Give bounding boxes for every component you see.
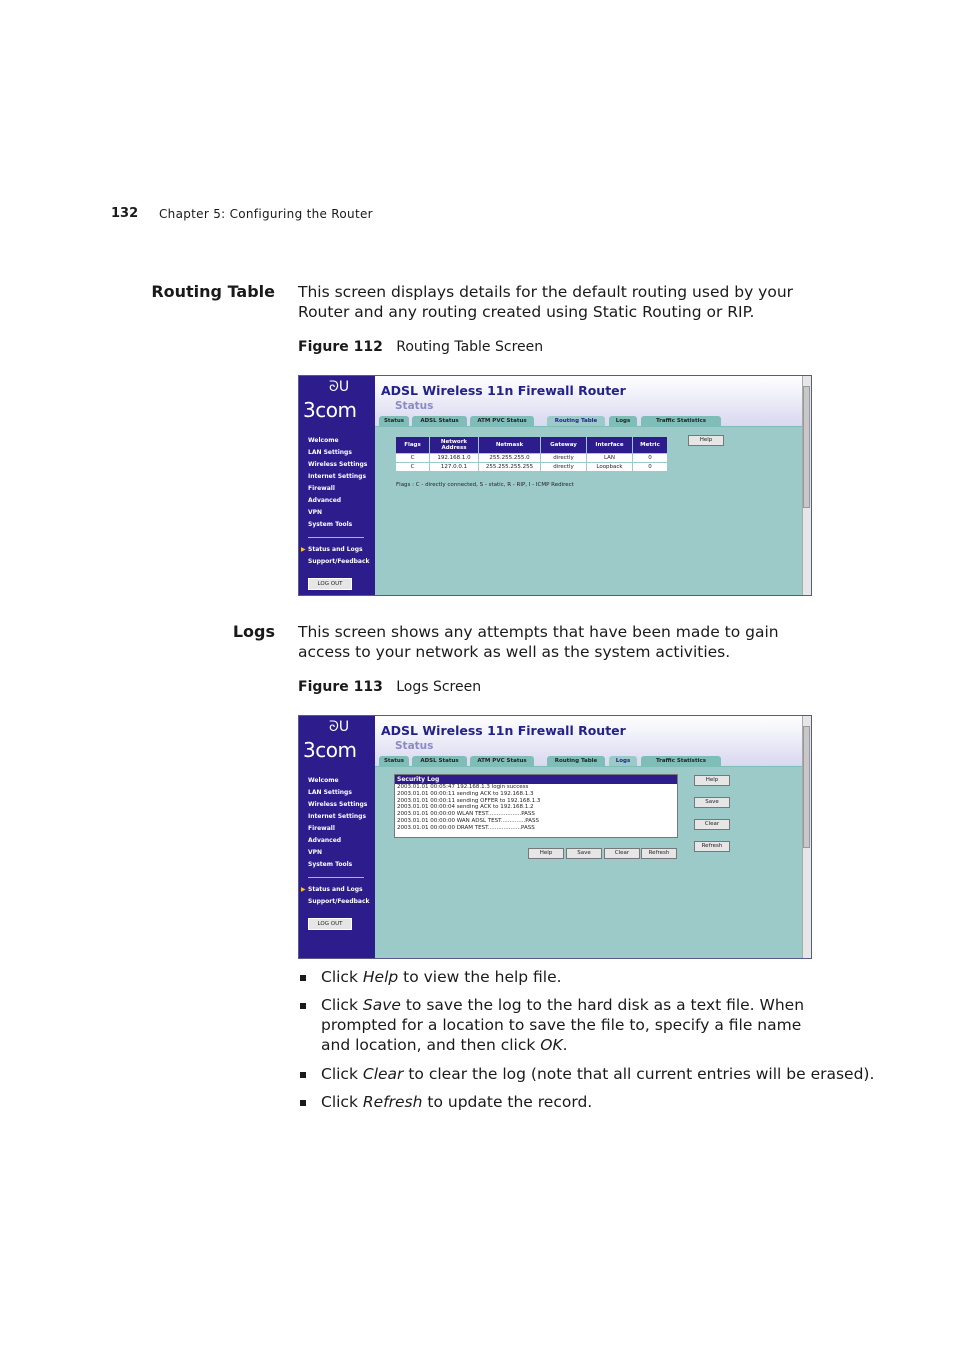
- nav-internet-settings[interactable]: Internet Settings: [308, 473, 367, 480]
- col-gateway: Gateway: [541, 437, 587, 454]
- nav-system-tools[interactable]: System Tools: [308, 861, 353, 868]
- log-line: 2003.01.01 00:00:00 WAN ADSL TEST..............PASS: [397, 817, 539, 824]
- figure-label: Figure 113: [298, 679, 383, 695]
- nav-vpn[interactable]: VPN: [308, 509, 323, 516]
- scrollbar-thumb[interactable]: [803, 386, 810, 508]
- bullet-emphasis: Refresh: [362, 1093, 423, 1111]
- tab-logs[interactable]: Logs: [609, 416, 637, 426]
- nav-lan-settings[interactable]: LAN Settings: [308, 449, 352, 456]
- tab-traffic-statistics[interactable]: Traffic Statistics: [641, 756, 721, 766]
- tab-adsl-status[interactable]: ADSL Status: [412, 756, 467, 766]
- bullet-emphasis: Clear: [362, 1065, 404, 1083]
- security-log-title: Security Log: [395, 775, 677, 784]
- nav-internet-settings[interactable]: Internet Settings: [308, 813, 367, 820]
- 3com-logo-mark-icon: ᘐᑌ: [329, 379, 350, 395]
- bullet-emphasis: Save: [362, 996, 401, 1014]
- help-button[interactable]: Help: [688, 435, 724, 446]
- col-netmask: Netmask: [479, 437, 541, 454]
- cell: C: [396, 463, 430, 472]
- log-line: 2003.01.01 00:00:04 sending ACK to 192.168.1.2: [397, 804, 534, 811]
- col-network-address: Network Address: [430, 437, 479, 454]
- cell: 0: [633, 454, 668, 463]
- log-line: 2003.01.01 00:00:00 DRAM TEST...................PASS: [397, 824, 535, 831]
- bullet-square-icon: [300, 1100, 306, 1106]
- nav-wireless-settings[interactable]: Wireless Settings: [308, 801, 368, 808]
- brand-logo: 3com: [303, 738, 357, 762]
- cell: directly: [541, 454, 587, 463]
- figure-caption-113: [298, 679, 481, 695]
- cell: LAN: [587, 454, 633, 463]
- tab-logs[interactable]: Logs: [609, 756, 637, 766]
- router-subtitle: Status: [395, 400, 434, 412]
- nav-divider: [308, 537, 364, 538]
- brand-logo: 3com: [303, 398, 357, 422]
- nav-vpn[interactable]: VPN: [308, 849, 323, 856]
- tab-routing-table[interactable]: Routing Table: [547, 416, 605, 426]
- nav-system-tools[interactable]: System Tools: [308, 521, 353, 528]
- 3com-logo-mark-icon: ᘐᑌ: [329, 719, 350, 735]
- nav-firewall[interactable]: Firewall: [308, 825, 335, 832]
- figure-title: Routing Table Screen: [396, 339, 544, 355]
- scrollbar-thumb[interactable]: [803, 726, 810, 848]
- bullet-text: Click: [321, 968, 363, 986]
- cell: 255.255.255.255: [479, 463, 541, 472]
- figure-caption-112: [298, 339, 543, 355]
- log-line: 2003.01.01 00:00:11 sending OFFER to 192.168.1.3: [397, 797, 541, 804]
- tab-atm-pvc-status[interactable]: ATM PVC Status: [470, 756, 534, 766]
- section-body-logs: This screen shows any attempts that have been made to gain access to your network as well as the system activities.: [298, 623, 779, 661]
- log-line: 2003.01.01 00:00:00 WLAN TEST...................PASS: [397, 811, 535, 818]
- nav-lan-settings[interactable]: LAN Settings: [308, 789, 352, 796]
- table-header-row: [396, 437, 668, 454]
- bullet-text: to update the record.: [422, 1093, 593, 1111]
- log-line: 2003.01.01 00:00:11 sending ACK to 192.168.1.3: [397, 790, 534, 797]
- logs-screenshot: [298, 715, 812, 959]
- cell: 192.168.1.0: [430, 454, 479, 463]
- nav-status-and-logs[interactable]: Status and Logs: [308, 886, 363, 893]
- nav-advanced[interactable]: Advanced: [308, 497, 342, 504]
- nav-welcome[interactable]: Welcome: [308, 777, 339, 784]
- router-sidebar: [299, 376, 375, 595]
- bullet-square-icon: [300, 1072, 306, 1078]
- log-line: 2003.01.01 00:05:47 192.168.1.3 login success: [397, 784, 529, 790]
- tab-atm-pvc-status[interactable]: ATM PVC Status: [470, 416, 534, 426]
- bullet-refresh: [321, 1092, 841, 1112]
- cell: 0: [633, 463, 668, 472]
- log-save-button[interactable]: Save: [566, 848, 602, 859]
- side-help-button[interactable]: Help: [694, 775, 730, 786]
- bullet-emphasis: OK: [540, 1036, 563, 1054]
- side-save-button[interactable]: Save: [694, 797, 730, 808]
- bullet-text: .: [562, 1036, 568, 1054]
- bullet-clear: [321, 1064, 875, 1084]
- tab-routing-table[interactable]: Routing Table: [547, 756, 605, 766]
- triangle-right-icon: ▶: [301, 886, 306, 893]
- flags-legend: Flags : C - directly connected, S - static, R - RIP, I - ICMP Redirect: [396, 482, 574, 488]
- cell: Loopback: [587, 463, 633, 472]
- tab-underline: [375, 426, 803, 427]
- cell: 127.0.0.1: [430, 463, 479, 472]
- section-body-routing: This screen displays details for the default routing used by your Router and any routing created using Static Routing or RIP.: [298, 283, 794, 321]
- router-title: ADSL Wireless 11n Firewall Router: [381, 723, 626, 738]
- log-clear-button[interactable]: Clear: [604, 848, 640, 859]
- triangle-right-icon: ▶: [301, 546, 306, 553]
- section-heading-routing: Routing Table: [151, 282, 275, 301]
- figure-label: Figure 112: [298, 339, 383, 355]
- bullet-text: to view the help file.: [398, 968, 562, 986]
- page-number: 132: [111, 206, 139, 221]
- logout-button[interactable]: LOG OUT: [308, 918, 352, 930]
- col-interface: Interface: [587, 437, 633, 454]
- table-row: [396, 454, 668, 463]
- bullet-square-icon: [300, 975, 306, 981]
- bullet-text: Click: [321, 1065, 363, 1083]
- router-subtitle: Status: [395, 740, 434, 752]
- cell: C: [396, 454, 430, 463]
- tab-traffic-statistics[interactable]: Traffic Statistics: [641, 416, 721, 426]
- chapter-title: Chapter 5: Configuring the Router: [159, 207, 373, 221]
- bullet-square-icon: [300, 1003, 306, 1009]
- table-row: [396, 463, 668, 472]
- col-metric: Metric: [633, 437, 668, 454]
- scrollbar[interactable]: [802, 716, 811, 958]
- nav-support-feedback[interactable]: Support/Feedback: [308, 898, 370, 905]
- nav-support-feedback[interactable]: Support/Feedback: [308, 558, 370, 565]
- cell: 255.255.255.0: [479, 454, 541, 463]
- nav-divider: [308, 877, 364, 878]
- side-clear-button[interactable]: Clear: [694, 819, 730, 830]
- tab-adsl-status[interactable]: ADSL Status: [412, 416, 467, 426]
- routing-table: [395, 436, 668, 472]
- routing-table-screenshot: [298, 375, 812, 596]
- log-help-button[interactable]: Help: [528, 848, 564, 859]
- tab-status[interactable]: Status: [379, 416, 409, 426]
- bullet-text: Click: [321, 1093, 363, 1111]
- nav-wireless-settings[interactable]: Wireless Settings: [308, 461, 368, 468]
- nav-welcome[interactable]: Welcome: [308, 437, 339, 444]
- tab-underline: [375, 766, 803, 767]
- col-flags: Flags: [396, 437, 430, 454]
- section-heading-logs: Logs: [232, 622, 275, 641]
- bullet-save: [321, 995, 811, 1055]
- bullet-text: Click: [321, 996, 363, 1014]
- bullet-text: to save the log to the hard disk as a text file. When prompted for a location to save the file to, specify a file name and location, and then click: [321, 996, 805, 1054]
- nav-status-and-logs[interactable]: Status and Logs: [308, 546, 363, 553]
- bullet-text: to clear the log (note that all current entries will be erased).: [403, 1065, 875, 1083]
- figure-title: Logs Screen: [396, 679, 482, 695]
- router-title: ADSL Wireless 11n Firewall Router: [381, 383, 626, 398]
- cell: directly: [541, 463, 587, 472]
- bullet-emphasis: Help: [362, 968, 399, 986]
- scrollbar[interactable]: [802, 376, 811, 595]
- log-refresh-button[interactable]: Refresh: [641, 848, 677, 859]
- security-log-box[interactable]: [394, 774, 678, 838]
- router-sidebar: [299, 716, 375, 958]
- tab-status[interactable]: Status: [379, 756, 409, 766]
- bullet-help: [321, 967, 841, 987]
- nav-advanced[interactable]: Advanced: [308, 837, 342, 844]
- side-refresh-button[interactable]: Refresh: [694, 841, 730, 852]
- nav-firewall[interactable]: Firewall: [308, 485, 335, 492]
- logout-button[interactable]: LOG OUT: [308, 578, 352, 590]
